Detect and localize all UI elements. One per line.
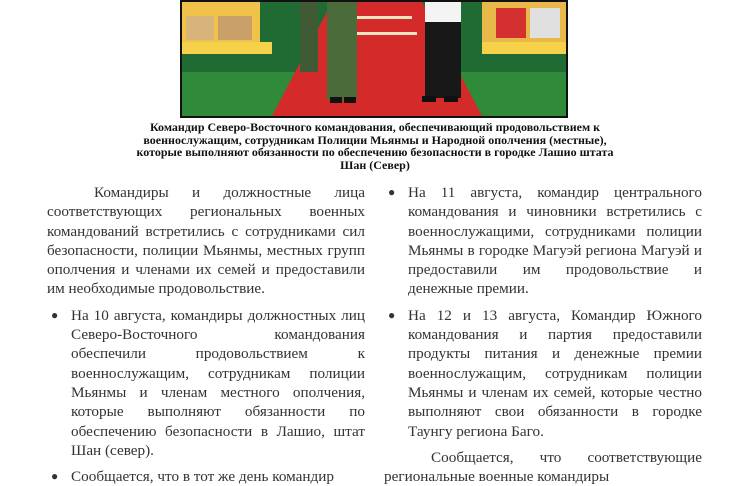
list-item (384, 306, 702, 441)
caption-line: Шан (Север) (340, 157, 410, 172)
news-photo (180, 0, 568, 118)
bullet-icon: ● (388, 307, 396, 322)
list-item (47, 467, 365, 486)
bullet-icon: ● (388, 185, 396, 199)
list-item-text: На 10 августа, командиры должностных лиц Северо-Восточного командования обеспечили продовольствием к военнослужащим, сотрудникам полиции Мьянмы и членам местного ополчения, которые выполняют обязанности по обеспечению безопасности в Лашио, штат Шан (север). (71, 306, 365, 459)
caption-line: Командир Северо-Восточного командования, обеспечивающий продовольствием к (149, 120, 601, 134)
right-column (384, 183, 702, 486)
closing-paragraph: Сообщается, что соответствующие региональные военные командиры (384, 448, 702, 486)
bullet-icon: ● (51, 469, 59, 484)
left-column (47, 183, 365, 486)
bullet-icon: ● (51, 307, 59, 322)
photo-caption (118, 121, 632, 171)
list-item (384, 183, 702, 299)
list-item-text: На 12 и 13 августа, Командир Южного командования и партия предоставили продукты питания и денежные премии военнослужащим, сотрудникам полиции Мьянмы и членам их семей, которые честно выполняют свои обязанности в городке Таунгу региона Баго. (408, 306, 702, 440)
list-item (47, 306, 365, 460)
left-bullet-list (47, 306, 365, 486)
intro-paragraph: Командиры и должностные лица соответствующих региональных военных командований встретились с сотрудниками сил безопасности, полиции Мьянмы, местных групп ополчения и членами их семей и предоставили им необходимые продовольствие. (47, 184, 365, 298)
right-bullet-list (384, 183, 702, 441)
caption-line: которые выполняют обязанности по обеспечению безопасности в городке Лашио штата (136, 145, 614, 159)
list-item-text: Сообщается, что в тот же день командир (71, 468, 334, 486)
list-item-text: На 11 августа, командир центрального командования и чиновники встретились с военнослужащими, сотрудниками полиции Мьянмы в городке Магуэй региона Магуэй и предоставили им продовольствие и денежные премии. (408, 184, 702, 298)
photo-ceremony-icon (182, 2, 566, 116)
caption-line: военнослужащим, сотрудникам Полиции Мьянмы и Народной ополчения (местные), (143, 132, 607, 147)
